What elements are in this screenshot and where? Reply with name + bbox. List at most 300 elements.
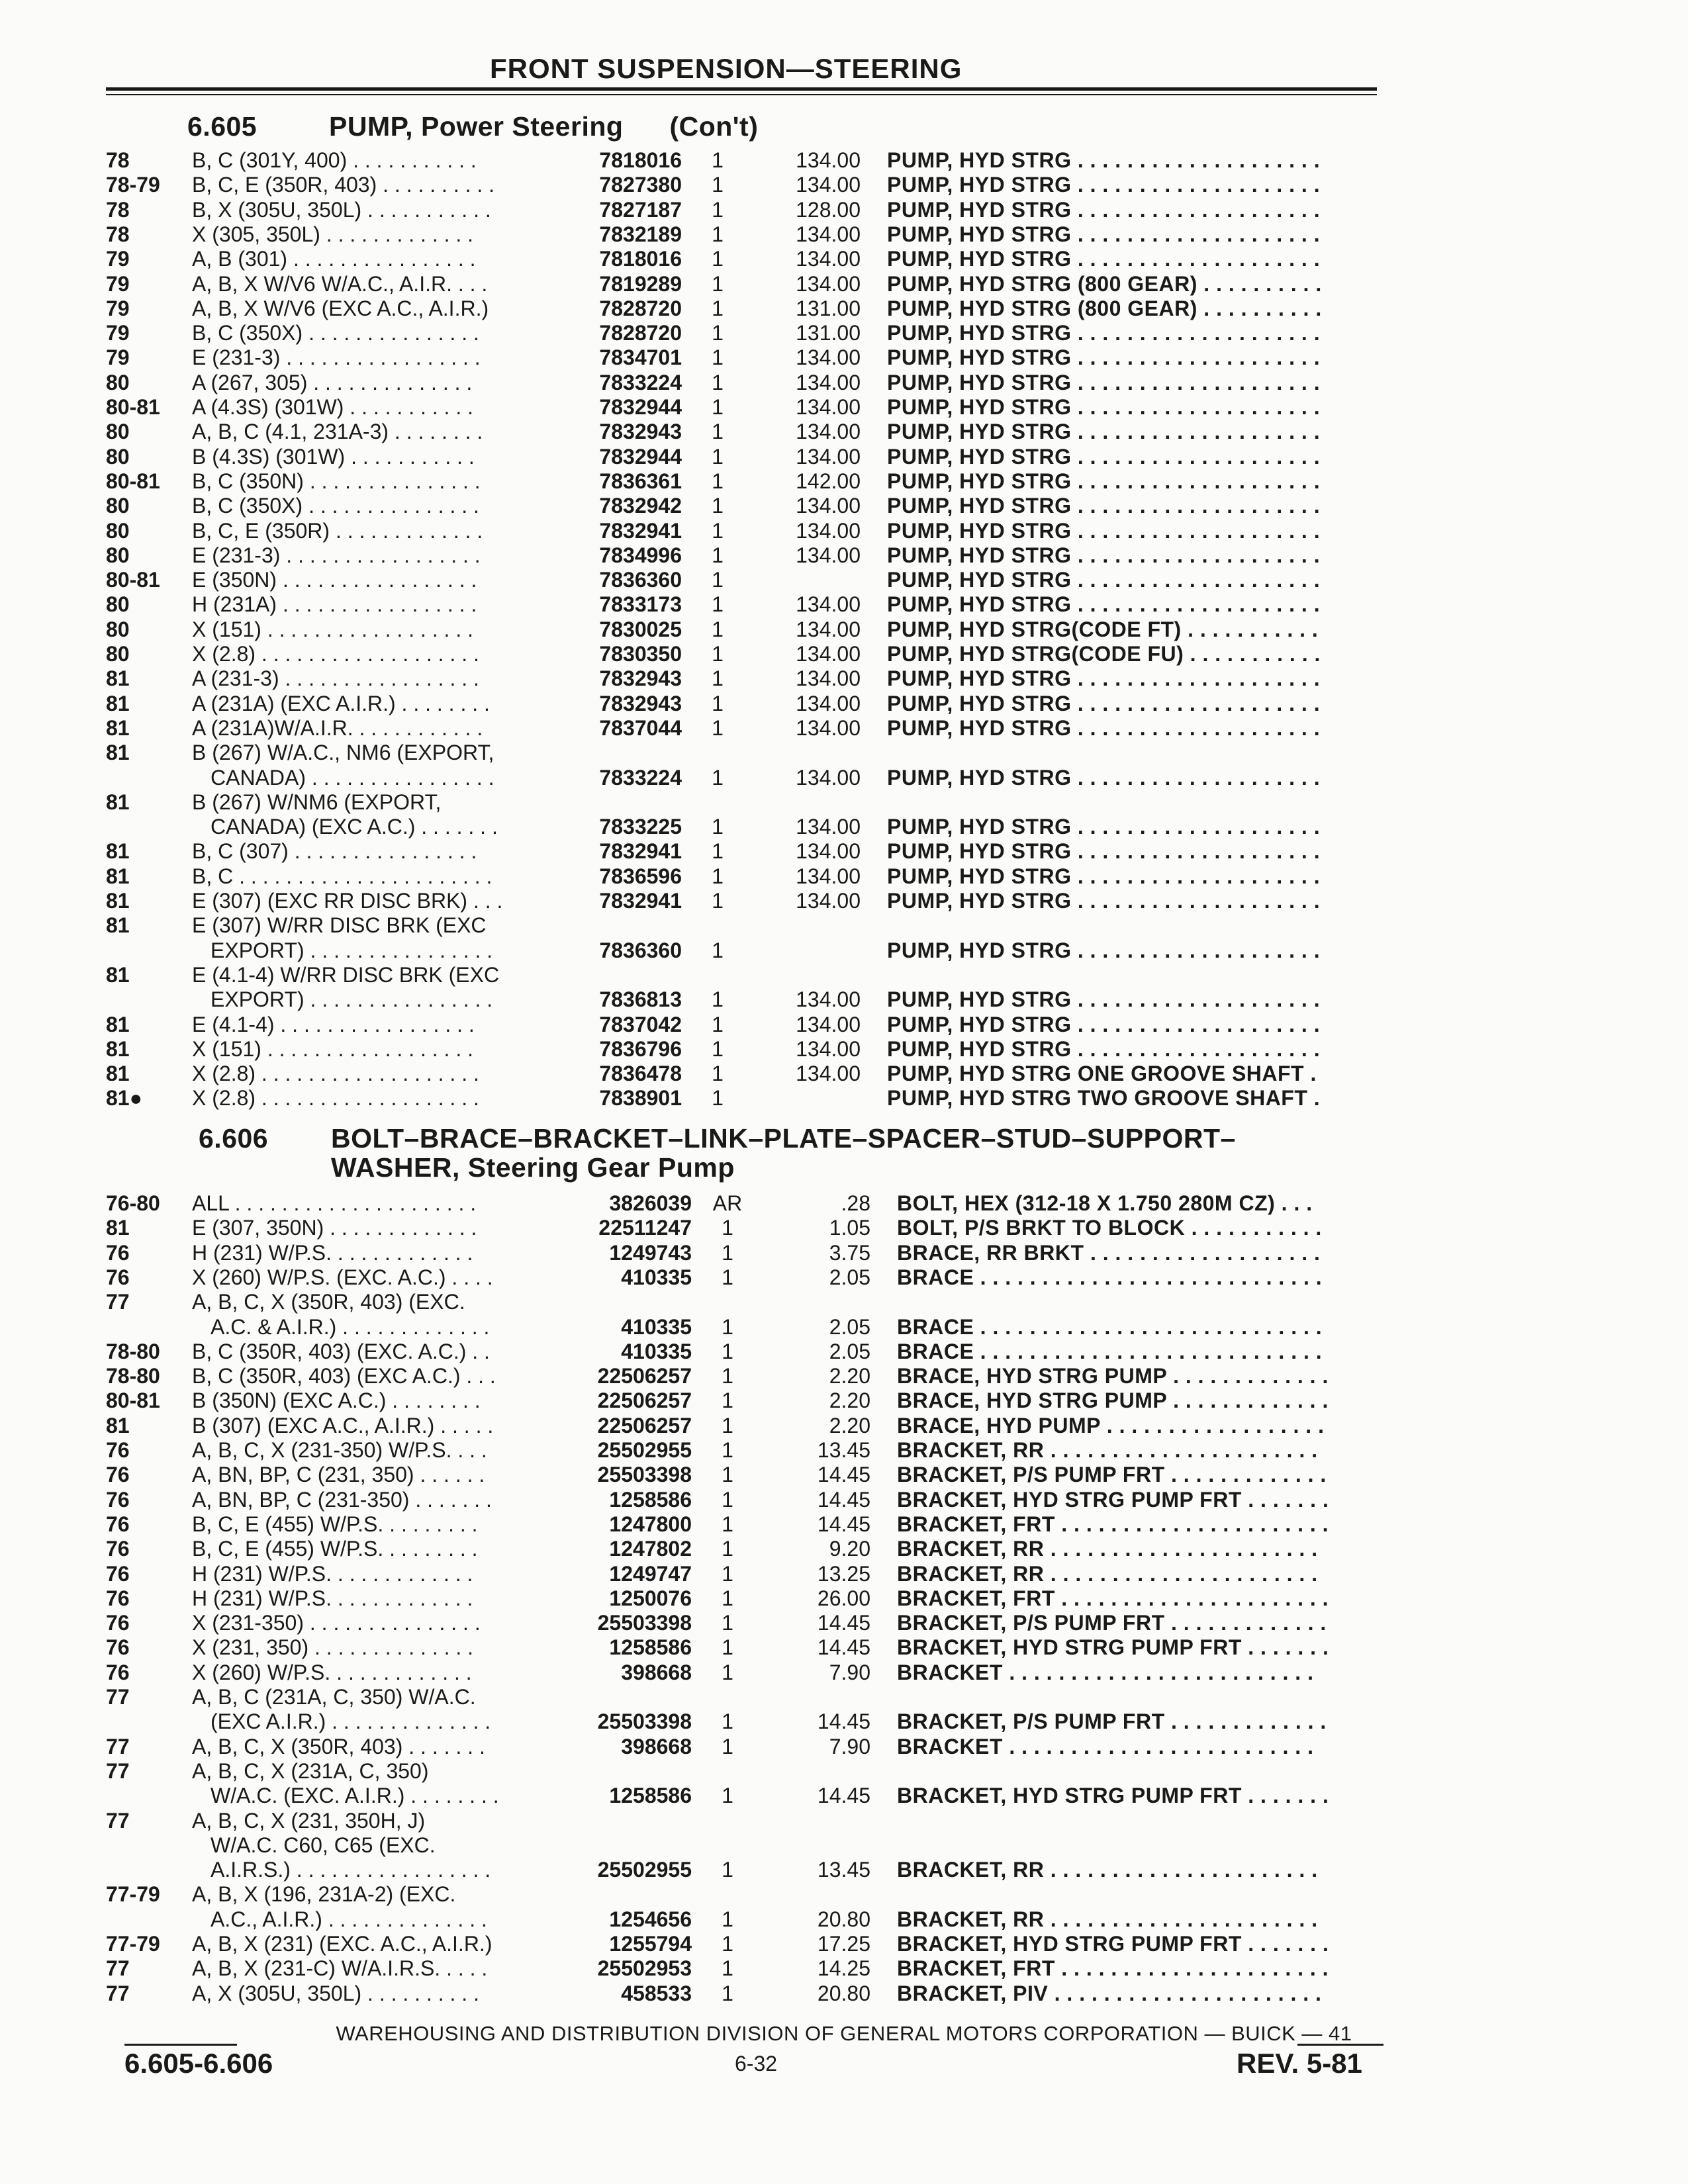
price-cell: 14.45: [817, 1487, 870, 1512]
part-number-cell: 398668: [621, 1660, 692, 1684]
description-cell: PUMP, HYD STRG . . . . . . . . . . . . . . . . . . . .: [887, 889, 1321, 913]
price-cell: 7.90: [829, 1660, 870, 1684]
application-cell: E (4.1-4) W/RR DISC BRK (EXC: [192, 962, 500, 987]
application-cell: B, C (350R, 403) (EXC. A.C.) . .: [192, 1339, 490, 1363]
application-cell: A, B, C (4.1, 231A-3) . . . . . . . .: [192, 420, 483, 444]
footer-section-range: 6.605-6.606: [124, 2048, 273, 2079]
description-cell: PUMP, HYD STRG . . . . . . . . . . . . . . . . . . . .: [887, 197, 1321, 222]
price-cell: 134.00: [796, 864, 861, 888]
price-cell: 134.00: [796, 1036, 861, 1061]
application-cell: (EXC A.I.R.) . . . . . . . . . . . . . .: [211, 1709, 491, 1734]
description-cell: BRACKET, HYD STRG PUMP FRT . . . . . . .: [897, 1635, 1329, 1660]
quantity-cell: 1: [722, 1660, 733, 1684]
price-cell: 134.00: [796, 592, 861, 617]
application-cell: H (231) W/P.S. . . . . . . . . . . . .: [192, 1240, 473, 1265]
part-number-cell: 7832944: [599, 444, 682, 469]
application-cell: B (307) (EXC A.C., A.I.R.) . . . . .: [192, 1413, 494, 1437]
year-cell: 77-79: [106, 1882, 160, 1907]
price-cell: 14.45: [817, 1709, 870, 1734]
description-cell: BRACKET, HYD STRG PUMP FRT . . . . . . .: [897, 1784, 1329, 1808]
part-number-cell: 25502955: [597, 1438, 692, 1462]
quantity-cell: 1: [722, 1635, 733, 1660]
application-cell: CANADA) . . . . . . . . . . . . . . . .: [211, 765, 494, 790]
description-cell: BRACE . . . . . . . . . . . . . . . . . . . . . . . . . . . .: [897, 1265, 1323, 1289]
price-cell: 134.00: [796, 642, 861, 666]
year-cell: 80-81: [106, 1388, 160, 1413]
part-number-cell: 410335: [621, 1265, 692, 1289]
price-cell: 134.00: [796, 271, 861, 296]
price-cell: 3.75: [829, 1240, 870, 1265]
application-cell: B, C (350N) . . . . . . . . . . . . . . .: [192, 469, 481, 493]
quantity-cell: 1: [722, 1463, 733, 1487]
section-title: BOLT–BRACE–BRACKET–LINK–PLATE–SPACER–STUD–SUPPORT–: [331, 1123, 1236, 1154]
part-number-cell: 7836478: [599, 1062, 682, 1086]
description-cell: PUMP, HYD STRG . . . . . . . . . . . . . . . . . . . .: [887, 938, 1321, 962]
application-cell: A (267, 305) . . . . . . . . . . . . . .: [192, 370, 473, 394]
price-cell: 134.00: [796, 715, 861, 740]
part-number-cell: 7836361: [599, 469, 682, 493]
year-cell: 77: [106, 1956, 130, 1981]
year-cell: 77: [106, 1808, 130, 1833]
price-cell: 134.00: [796, 222, 861, 246]
description-cell: PUMP, HYD STRG . . . . . . . . . . . . . . . . . . . .: [887, 839, 1321, 864]
application-cell: H (231) W/P.S. . . . . . . . . . . . .: [192, 1561, 473, 1586]
quantity-cell: 1: [712, 469, 724, 493]
year-cell: 80: [106, 518, 130, 543]
part-number-cell: 25503398: [597, 1463, 692, 1487]
price-cell: 131.00: [796, 321, 861, 345]
footer-revision: REV. 5-81: [1237, 2048, 1362, 2079]
price-cell: 14.45: [817, 1784, 870, 1808]
price-cell: 134.00: [796, 370, 861, 394]
part-number-cell: 7832941: [599, 518, 682, 543]
quantity-cell: 1: [722, 1339, 733, 1363]
year-cell: 76: [106, 1240, 130, 1265]
part-number-cell: 410335: [621, 1339, 692, 1363]
section-title-line2: WASHER, Steering Gear Pump: [331, 1152, 735, 1183]
part-number-cell: 22506257: [597, 1388, 692, 1413]
application-cell: E (307) (EXC RR DISC BRK) . . .: [192, 889, 503, 913]
quantity-cell: 1: [712, 642, 724, 666]
footer-page-number: 6-32: [735, 2052, 778, 2075]
quantity-cell: 1: [712, 247, 724, 271]
year-cell: 76: [106, 1635, 130, 1660]
application-cell: A, B, X W/V6 W/A.C., A.I.R. . . .: [192, 271, 488, 296]
application-cell: E (350N) . . . . . . . . . . . . . . . . .: [192, 568, 477, 592]
part-number-cell: 7833173: [599, 592, 682, 617]
description-cell: PUMP, HYD STRG . . . . . . . . . . . . . . . . . . . .: [887, 494, 1321, 518]
application-cell: A, B, C, X (231, 350H, J): [192, 1808, 426, 1833]
quantity-cell: 1: [712, 197, 724, 222]
quantity-cell: 1: [722, 1784, 733, 1808]
year-cell: 79: [106, 296, 130, 320]
application-cell: A, B, C, X (231-350) W/P.S. . . .: [192, 1438, 487, 1462]
quantity-cell: 1: [712, 543, 724, 567]
price-cell: 13.25: [817, 1561, 870, 1586]
part-number-cell: 1254656: [609, 1907, 692, 1931]
year-cell: 78-80: [106, 1364, 160, 1388]
application-cell: A, BN, BP, C (231-350) . . . . . . .: [192, 1487, 492, 1512]
year-cell: 80: [106, 642, 130, 666]
year-cell: 77: [106, 1290, 130, 1314]
part-number-cell: 7833224: [599, 370, 682, 394]
part-number-cell: 7827380: [599, 173, 682, 197]
part-number-cell: 22511247: [598, 1216, 692, 1240]
quantity-cell: 1: [722, 1388, 733, 1413]
part-number-cell: 7832189: [599, 222, 682, 246]
quantity-cell: 1: [712, 222, 724, 246]
description-cell: PUMP, HYD STRG(CODE FU) . . . . . . . . . . .: [887, 642, 1321, 666]
part-number-cell: 22506257: [597, 1413, 692, 1437]
description-cell: PUMP, HYD STRG . . . . . . . . . . . . . . . . . . . .: [887, 592, 1321, 617]
part-number-cell: 7828720: [599, 321, 682, 345]
quantity-cell: 1: [712, 815, 724, 839]
price-cell: 134.00: [796, 543, 861, 567]
application-cell: X (151) . . . . . . . . . . . . . . . . . .: [192, 617, 473, 641]
description-cell: BRACE, HYD STRG PUMP . . . . . . . . . . . . .: [897, 1388, 1329, 1413]
application-cell: EXPORT) . . . . . . . . . . . . . . . .: [211, 938, 493, 962]
part-number-cell: 7827187: [599, 197, 682, 222]
price-cell: 14.45: [817, 1512, 870, 1536]
description-cell: BRACKET, FRT . . . . . . . . . . . . . . . . . . . . . .: [897, 1586, 1329, 1610]
description-cell: BRACKET, RR . . . . . . . . . . . . . . . . . . . . . .: [897, 1537, 1318, 1561]
year-cell: 76: [106, 1487, 130, 1512]
description-cell: PUMP, HYD STRG . . . . . . . . . . . . . . . . . . . .: [887, 148, 1321, 172]
quantity-cell: AR: [712, 1191, 743, 1215]
year-cell: 81: [106, 1012, 130, 1036]
application-cell: A, B, C, X (350R, 403) (EXC.: [192, 1290, 465, 1314]
quantity-cell: 1: [722, 1314, 733, 1339]
application-cell: H (231A) . . . . . . . . . . . . . . . . .: [192, 592, 477, 617]
section-number: 6.606: [199, 1123, 269, 1154]
description-cell: BRACKET, P/S PUMP FRT . . . . . . . . . . . . .: [897, 1611, 1327, 1635]
quantity-cell: 1: [722, 1586, 733, 1610]
description-cell: PUMP, HYD STRG . . . . . . . . . . . . . . . . . . . .: [887, 420, 1321, 444]
year-cell: 77: [106, 1734, 130, 1758]
application-cell: B (4.3S) (301W) . . . . . . . . . . .: [192, 444, 475, 469]
year-cell: 76: [106, 1512, 130, 1536]
price-cell: 20.80: [817, 1981, 870, 2005]
application-cell: B, C (350R, 403) (EXC A.C.) . . .: [192, 1364, 496, 1388]
description-cell: PUMP, HYD STRG . . . . . . . . . . . . . . . . . . . .: [887, 444, 1321, 469]
quantity-cell: 1: [712, 173, 724, 197]
part-number-cell: 7836813: [599, 987, 682, 1012]
application-cell: A (231A) (EXC A.I.R.) . . . . . . . .: [192, 691, 490, 715]
application-cell: B, C (301Y, 400) . . . . . . . . . . .: [192, 148, 477, 172]
quantity-cell: 1: [722, 1240, 733, 1265]
price-cell: 134.00: [796, 494, 861, 518]
description-cell: PUMP, HYD STRG . . . . . . . . . . . . . . . . . . . .: [887, 765, 1321, 790]
description-cell: BRACKET . . . . . . . . . . . . . . . . . . . . . . . . .: [897, 1660, 1314, 1684]
application-cell: A.C., A.I.R.) . . . . . . . . . . . . . .: [211, 1907, 487, 1931]
application-cell: B, X (305U, 350L) . . . . . . . . . . .: [192, 197, 491, 222]
part-number-cell: 1255794: [609, 1932, 692, 1956]
quantity-cell: 1: [722, 1512, 733, 1536]
description-cell: PUMP, HYD STRG . . . . . . . . . . . . . . . . . . . .: [887, 247, 1321, 271]
description-cell: PUMP, HYD STRG . . . . . . . . . . . . . . . . . . . .: [887, 173, 1321, 197]
section-number: 6.605: [187, 111, 258, 142]
description-cell: BRACKET, RR . . . . . . . . . . . . . . . . . . . . . .: [897, 1858, 1318, 1882]
year-cell: 79: [106, 247, 130, 271]
application-cell: X (2.8) . . . . . . . . . . . . . . . . . . .: [192, 1086, 479, 1111]
description-cell: PUMP, HYD STRG . . . . . . . . . . . . . . . . . . . .: [887, 321, 1321, 345]
price-cell: 14.45: [817, 1635, 870, 1660]
part-number-cell: 7832943: [599, 691, 682, 715]
year-cell: 80: [106, 370, 130, 394]
application-cell: E (307, 350N) . . . . . . . . . . . . .: [192, 1216, 477, 1240]
part-number-cell: 7832943: [599, 666, 682, 691]
quantity-cell: 1: [712, 568, 724, 592]
application-cell: A, B (301) . . . . . . . . . . . . . . . .: [192, 247, 476, 271]
year-cell: 81: [106, 1413, 130, 1437]
part-number-cell: 7834996: [599, 543, 682, 567]
quantity-cell: 1: [712, 420, 724, 444]
application-cell: B, C, E (455) W/P.S. . . . . . . . .: [192, 1537, 478, 1561]
description-cell: PUMP, HYD STRG(CODE FT) . . . . . . . . . . .: [887, 617, 1319, 641]
year-cell: 81: [106, 1216, 130, 1240]
application-cell: B, C (350X) . . . . . . . . . . . . . . .: [192, 494, 479, 518]
description-cell: PUMP, HYD STRG . . . . . . . . . . . . . . . . . . . .: [887, 568, 1321, 592]
description-cell: PUMP, HYD STRG . . . . . . . . . . . . . . . . . . . .: [887, 345, 1321, 370]
description-cell: PUMP, HYD STRG . . . . . . . . . . . . . . . . . . . .: [887, 395, 1321, 419]
application-cell: B, C, E (350R) . . . . . . . . . . . . .: [192, 518, 483, 543]
application-cell: A (231A)W/A.I.R. . . . . . . . . . . .: [192, 715, 483, 740]
application-cell: B, C (350X) . . . . . . . . . . . . . . .: [192, 321, 479, 345]
part-number-cell: 22506257: [597, 1364, 692, 1388]
application-cell: ALL . . . . . . . . . . . . . . . . . . . . .: [192, 1191, 477, 1215]
year-cell: 79: [106, 321, 130, 345]
description-cell: PUMP, HYD STRG . . . . . . . . . . . . . . . . . . . .: [887, 715, 1321, 740]
price-cell: 7.90: [829, 1734, 870, 1758]
description-cell: BOLT, HEX (312-18 X 1.750 280M CZ) . . .: [897, 1191, 1313, 1215]
application-cell: A, B, X (231-C) W/A.I.R.S. . . . .: [192, 1956, 488, 1981]
quantity-cell: 1: [722, 1932, 733, 1956]
year-cell: 81: [106, 790, 130, 814]
year-cell: 76: [106, 1660, 130, 1684]
quantity-cell: 1: [712, 864, 724, 888]
application-cell: A (231-3) . . . . . . . . . . . . . . . . .: [192, 666, 479, 691]
quantity-cell: 1: [722, 1611, 733, 1635]
year-cell: 78-80: [106, 1339, 160, 1363]
application-cell: X (231-350) . . . . . . . . . . . . . . .: [192, 1611, 481, 1635]
part-number-cell: 7818016: [599, 247, 682, 271]
description-cell: BRACKET, P/S PUMP FRT . . . . . . . . . . . . .: [897, 1709, 1327, 1734]
description-cell: PUMP, HYD STRG . . . . . . . . . . . . . . . . . . . .: [887, 370, 1321, 394]
price-cell: 134.00: [796, 1062, 861, 1086]
description-cell: BRACKET, FRT . . . . . . . . . . . . . . . . . . . . . .: [897, 1512, 1329, 1536]
year-cell: 80: [106, 420, 130, 444]
part-number-cell: 398668: [621, 1734, 692, 1758]
part-number-cell: 1247800: [609, 1512, 692, 1536]
section-title-suffix: (Con't): [669, 111, 759, 142]
year-cell: 77: [106, 1758, 130, 1783]
application-cell: A.I.R.S.) . . . . . . . . . . . . . . . . .: [211, 1858, 491, 1882]
year-cell: 80-81: [106, 395, 160, 419]
price-cell: 14.45: [817, 1463, 870, 1487]
section-heading-6-605: [187, 111, 758, 142]
price-cell: 2.05: [829, 1339, 870, 1363]
price-cell: 134.00: [796, 815, 861, 839]
description-cell: BRACKET, HYD STRG PUMP FRT . . . . . . .: [897, 1487, 1329, 1512]
part-number-cell: 1250076: [609, 1586, 692, 1610]
quantity-cell: 1: [722, 1907, 733, 1931]
year-cell: 76: [106, 1265, 130, 1289]
price-cell: 14.45: [817, 1611, 870, 1635]
application-cell: E (231-3) . . . . . . . . . . . . . . . . .: [192, 345, 481, 370]
price-cell: 2.20: [829, 1364, 870, 1388]
application-cell: X (2.8) . . . . . . . . . . . . . . . . . . .: [192, 642, 479, 666]
description-cell: BOLT, P/S BRKT TO BLOCK . . . . . . . . . . .: [897, 1216, 1322, 1240]
application-cell: X (231, 350) . . . . . . . . . . . . . .: [192, 1635, 474, 1660]
description-cell: PUMP, HYD STRG . . . . . . . . . . . . . . . . . . . .: [887, 815, 1321, 839]
part-number-cell: 7832941: [599, 839, 682, 864]
price-cell: .28: [841, 1191, 870, 1215]
header-rule-thin: [106, 94, 1377, 95]
part-number-cell: 7836796: [599, 1036, 682, 1061]
application-cell: A, B, X W/V6 (EXC A.C., A.I.R.): [192, 296, 489, 320]
application-cell: B, C (307) . . . . . . . . . . . . . . . .: [192, 839, 477, 864]
price-cell: 13.45: [817, 1438, 870, 1462]
price-cell: 20.80: [817, 1907, 870, 1931]
year-cell: 81: [106, 1062, 130, 1086]
year-cell: 80-81: [106, 469, 160, 493]
part-number-cell: 7834701: [599, 345, 682, 370]
price-cell: 134.00: [796, 691, 861, 715]
quantity-cell: 1: [722, 1561, 733, 1586]
price-cell: 131.00: [796, 296, 861, 320]
part-number-cell: 7837042: [599, 1012, 682, 1036]
quantity-cell: 1: [722, 1438, 733, 1462]
description-cell: PUMP, HYD STRG TWO GROOVE SHAFT .: [887, 1086, 1321, 1111]
part-number-cell: 7830350: [599, 642, 682, 666]
year-cell: 77: [106, 1685, 130, 1709]
year-cell: 80: [106, 543, 130, 567]
application-cell: A, X (305U, 350L) . . . . . . . . . .: [192, 1981, 479, 2005]
description-cell: PUMP, HYD STRG ONE GROOVE SHAFT .: [887, 1062, 1317, 1086]
description-cell: PUMP, HYD STRG . . . . . . . . . . . . . . . . . . . .: [887, 222, 1321, 246]
year-cell: 76: [106, 1561, 130, 1586]
year-cell: 81: [106, 715, 130, 740]
price-cell: 142.00: [796, 469, 861, 493]
application-cell: A.C. & A.I.R.) . . . . . . . . . . . . .: [211, 1314, 490, 1339]
part-number-cell: 7836360: [599, 938, 682, 962]
quantity-cell: 1: [712, 938, 724, 962]
quantity-cell: 1: [712, 148, 724, 172]
quantity-cell: 1: [712, 839, 724, 864]
description-cell: BRACE, RR BRKT . . . . . . . . . . . . . . . . . . .: [897, 1240, 1321, 1265]
description-cell: BRACE, HYD STRG PUMP . . . . . . . . . . . . .: [897, 1364, 1329, 1388]
year-cell: 80: [106, 444, 130, 469]
price-cell: 128.00: [796, 197, 861, 222]
application-cell: A, B, X (196, 231A-2) (EXC.: [192, 1882, 456, 1907]
part-number-cell: 7832941: [599, 889, 682, 913]
application-cell: X (260) W/P.S. (EXC. A.C.) . . . .: [192, 1265, 493, 1289]
price-cell: 2.05: [829, 1265, 870, 1289]
price-cell: 134.00: [796, 247, 861, 271]
year-cell: 81: [106, 1036, 130, 1061]
description-cell: PUMP, HYD STRG (800 GEAR) . . . . . . . . . .: [887, 271, 1322, 296]
part-number-cell: 7836596: [599, 864, 682, 888]
year-cell: 81●: [106, 1086, 142, 1111]
price-cell: 134.00: [796, 420, 861, 444]
description-cell: BRACKET, RR . . . . . . . . . . . . . . . . . . . . . .: [897, 1561, 1318, 1586]
year-cell: 80: [106, 592, 130, 617]
description-cell: BRACKET, PIV . . . . . . . . . . . . . . . . . . . . . .: [897, 1981, 1322, 2005]
quantity-cell: 1: [722, 1413, 733, 1437]
quantity-cell: 1: [712, 666, 724, 691]
quantity-cell: 1: [712, 370, 724, 394]
part-number-cell: 25503398: [597, 1611, 692, 1635]
description-cell: PUMP, HYD STRG (800 GEAR) . . . . . . . . . .: [887, 296, 1322, 320]
application-cell: B, C . . . . . . . . . . . . . . . . . . . . . .: [192, 864, 492, 888]
description-cell: BRACE . . . . . . . . . . . . . . . . . . . . . . . . . . . .: [897, 1339, 1323, 1363]
part-number-cell: 7833225: [599, 815, 682, 839]
quantity-cell: 1: [712, 715, 724, 740]
part-number-cell: 7832943: [599, 420, 682, 444]
page-title: FRONT SUSPENSION—STEERING: [490, 53, 962, 84]
part-number-cell: 25502955: [597, 1858, 692, 1882]
year-cell: 76: [106, 1438, 130, 1462]
application-cell: A, BN, BP, C (231, 350) . . . . . .: [192, 1463, 485, 1487]
year-cell: 81: [106, 864, 130, 888]
application-cell: CANADA) (EXC A.C.) . . . . . . .: [211, 815, 498, 839]
application-cell: W/A.C. C60, C65 (EXC.: [211, 1833, 436, 1857]
quantity-cell: 1: [712, 592, 724, 617]
year-cell: 76: [106, 1537, 130, 1561]
year-cell: 80: [106, 617, 130, 641]
application-cell: E (231-3) . . . . . . . . . . . . . . . . .: [192, 543, 481, 567]
part-number-cell: 1258586: [609, 1487, 692, 1512]
description-cell: PUMP, HYD STRG . . . . . . . . . . . . . . . . . . . .: [887, 1012, 1321, 1036]
description-cell: BRACE . . . . . . . . . . . . . . . . . . . . . . . . . . . .: [897, 1314, 1323, 1339]
year-cell: 81: [106, 691, 130, 715]
year-cell: 80-81: [106, 568, 160, 592]
part-number-cell: 7836360: [599, 568, 682, 592]
year-cell: 77: [106, 1981, 130, 2005]
quantity-cell: 1: [712, 765, 724, 790]
price-cell: 2.20: [829, 1413, 870, 1437]
application-cell: A (4.3S) (301W) . . . . . . . . . . .: [192, 395, 473, 419]
part-number-cell: 7837044: [599, 715, 682, 740]
price-cell: 134.00: [796, 987, 861, 1012]
section-heading-6-606: [199, 1124, 1236, 1182]
description-cell: PUMP, HYD STRG . . . . . . . . . . . . . . . . . . . .: [887, 666, 1321, 691]
application-cell: A, B, X (231) (EXC. A.C., A.I.R.): [192, 1932, 492, 1956]
description-cell: BRACE, HYD PUMP . . . . . . . . . . . . . . . . . .: [897, 1413, 1325, 1437]
part-number-cell: 7828720: [599, 296, 682, 320]
price-cell: 134.00: [796, 765, 861, 790]
description-cell: BRACKET, RR . . . . . . . . . . . . . . . . . . . . . .: [897, 1438, 1318, 1462]
year-cell: 78: [106, 197, 130, 222]
quantity-cell: 1: [712, 444, 724, 469]
header-rule: [106, 87, 1377, 91]
year-cell: 81: [106, 889, 130, 913]
description-cell: BRACKET, HYD STRG PUMP FRT . . . . . . .: [897, 1932, 1329, 1956]
description-cell: BRACKET, P/S PUMP FRT . . . . . . . . . . . . .: [897, 1463, 1327, 1487]
quantity-cell: 1: [712, 691, 724, 715]
application-cell: B, C, E (350R, 403) . . . . . . . . . .: [192, 173, 495, 197]
price-cell: 26.00: [817, 1586, 870, 1610]
section-title: PUMP, Power Steering: [329, 111, 624, 142]
quantity-cell: 1: [722, 1981, 733, 2005]
part-number-cell: 458533: [621, 1981, 692, 2005]
quantity-cell: 1: [722, 1734, 733, 1758]
price-cell: 134.00: [796, 148, 861, 172]
description-cell: BRACKET, RR . . . . . . . . . . . . . . . . . . . . . .: [897, 1907, 1318, 1931]
description-cell: PUMP, HYD STRG . . . . . . . . . . . . . . . . . . . .: [887, 469, 1321, 493]
year-cell: 78-79: [106, 173, 160, 197]
quantity-cell: 1: [712, 271, 724, 296]
